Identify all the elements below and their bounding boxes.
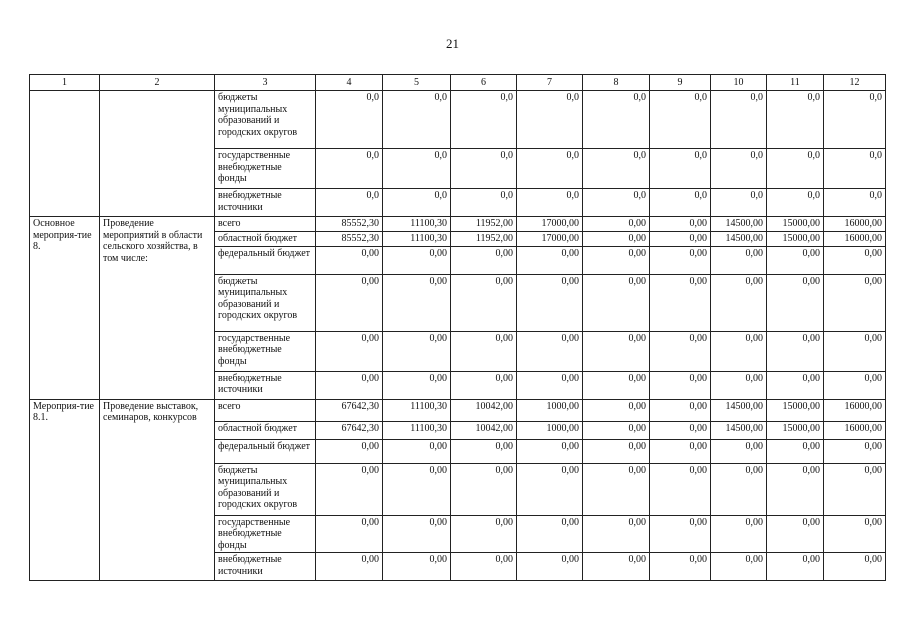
value-cell: 0,00 — [767, 274, 824, 331]
value-cell: 0,00 — [383, 553, 451, 581]
value-cell: 1000,00 — [517, 421, 583, 439]
value-cell: 0,0 — [583, 149, 650, 189]
value-cell: 0,00 — [451, 274, 517, 331]
value-cell: 17000,00 — [517, 217, 583, 232]
value-cell: 16000,00 — [824, 217, 886, 232]
value-cell: 0,0 — [650, 149, 711, 189]
value-cell: 0,00 — [824, 439, 886, 463]
value-cell: 0,0 — [316, 149, 383, 189]
value-cell: 0,00 — [767, 515, 824, 553]
value-cell: 17000,00 — [517, 232, 583, 247]
value-cell: 0,00 — [711, 515, 767, 553]
value-cell: 0,0 — [711, 189, 767, 217]
value-cell: 0,00 — [650, 246, 711, 274]
value-cell: 0,00 — [583, 274, 650, 331]
value-cell: 11100,30 — [383, 232, 451, 247]
value-cell: 0,0 — [824, 149, 886, 189]
value-cell: 15000,00 — [767, 399, 824, 421]
value-cell: 0,00 — [316, 274, 383, 331]
activity-code-cell: Основное мероприя-тие 8. — [30, 217, 100, 400]
value-cell: 0,00 — [383, 439, 451, 463]
funding-source-cell: бюджеты муниципальных образований и городских округов — [215, 274, 316, 331]
value-cell: 0,00 — [517, 553, 583, 581]
value-cell: 0,00 — [316, 553, 383, 581]
value-cell: 0,00 — [824, 274, 886, 331]
value-cell: 0,00 — [650, 371, 711, 399]
table-row — [30, 91, 886, 149]
value-cell: 0,00 — [824, 463, 886, 515]
value-cell: 0,00 — [316, 246, 383, 274]
column-header: 1 — [30, 75, 100, 91]
value-cell: 0,00 — [650, 439, 711, 463]
value-cell: 0,0 — [316, 189, 383, 217]
value-cell: 0,00 — [824, 515, 886, 553]
value-cell: 0,00 — [517, 371, 583, 399]
value-cell: 16000,00 — [824, 399, 886, 421]
value-cell: 0,00 — [517, 439, 583, 463]
funding-source-cell: всего — [215, 399, 316, 421]
value-cell: 0,0 — [451, 149, 517, 189]
value-cell: 0,0 — [451, 189, 517, 217]
value-cell: 0,00 — [650, 274, 711, 331]
value-cell: 0,0 — [767, 189, 824, 217]
value-cell: 0,00 — [451, 553, 517, 581]
value-cell: 0,00 — [767, 439, 824, 463]
value-cell: 0,00 — [711, 274, 767, 331]
value-cell: 16000,00 — [824, 232, 886, 247]
value-cell: 14500,00 — [711, 399, 767, 421]
value-cell: 0,00 — [824, 331, 886, 371]
value-cell: 0,00 — [583, 515, 650, 553]
funding-source-cell: бюджеты муниципальных образований и городских округов — [215, 91, 316, 149]
value-cell: 0,00 — [383, 371, 451, 399]
value-cell: 0,00 — [451, 515, 517, 553]
value-cell: 0,00 — [711, 246, 767, 274]
value-cell: 0,00 — [711, 331, 767, 371]
column-header: 8 — [583, 75, 650, 91]
column-header: 2 — [100, 75, 215, 91]
funding-source-cell: областной бюджет — [215, 421, 316, 439]
value-cell: 0,00 — [517, 515, 583, 553]
budget-table — [29, 74, 886, 581]
value-cell: 0,0 — [517, 189, 583, 217]
value-cell: 0,00 — [767, 331, 824, 371]
value-cell: 85552,30 — [316, 232, 383, 247]
value-cell: 14500,00 — [711, 421, 767, 439]
value-cell: 0,00 — [583, 246, 650, 274]
column-header: 9 — [650, 75, 711, 91]
value-cell: 0,0 — [517, 91, 583, 149]
value-cell: 0,0 — [767, 149, 824, 189]
value-cell: 0,0 — [316, 91, 383, 149]
column-header: 6 — [451, 75, 517, 91]
value-cell: 0,00 — [824, 553, 886, 581]
table-row — [30, 217, 886, 232]
value-cell: 0,00 — [451, 246, 517, 274]
value-cell: 16000,00 — [824, 421, 886, 439]
value-cell: 0,00 — [583, 399, 650, 421]
activity-name-cell: Проведение выставок, семинаров, конкурсов — [100, 399, 215, 581]
column-header: 3 — [215, 75, 316, 91]
value-cell: 0,00 — [711, 553, 767, 581]
value-cell: 0,0 — [383, 189, 451, 217]
value-cell: 15000,00 — [767, 421, 824, 439]
column-header: 7 — [517, 75, 583, 91]
column-header: 11 — [767, 75, 824, 91]
value-cell: 11100,30 — [383, 217, 451, 232]
value-cell: 0,00 — [451, 439, 517, 463]
value-cell: 0,0 — [583, 91, 650, 149]
value-cell: 11952,00 — [451, 217, 517, 232]
funding-source-cell: внебюджетные источники — [215, 189, 316, 217]
value-cell: 0,00 — [583, 553, 650, 581]
funding-source-cell: всего — [215, 217, 316, 232]
value-cell: 0,00 — [583, 463, 650, 515]
value-cell: 0,0 — [711, 149, 767, 189]
value-cell: 10042,00 — [451, 399, 517, 421]
value-cell: 11100,30 — [383, 421, 451, 439]
activity-name-cell — [100, 91, 215, 217]
value-cell: 0,00 — [383, 246, 451, 274]
page-number: 21 — [446, 36, 459, 51]
value-cell: 10042,00 — [451, 421, 517, 439]
activity-code-cell — [30, 91, 100, 217]
value-cell: 0,00 — [767, 463, 824, 515]
table-body — [30, 91, 886, 581]
activity-name-cell: Проведение мероприятий в области сельского хозяйства, в том числе: — [100, 217, 215, 400]
value-cell: 0,00 — [767, 371, 824, 399]
value-cell: 0,00 — [711, 371, 767, 399]
table-row — [30, 399, 886, 421]
value-cell: 0,00 — [650, 232, 711, 247]
value-cell: 11952,00 — [451, 232, 517, 247]
value-cell: 0,00 — [316, 515, 383, 553]
value-cell: 0,00 — [517, 246, 583, 274]
value-cell: 0,0 — [824, 189, 886, 217]
value-cell: 0,0 — [517, 149, 583, 189]
column-header: 10 — [711, 75, 767, 91]
funding-source-cell: федеральный бюджет — [215, 439, 316, 463]
value-cell: 0,00 — [650, 217, 711, 232]
value-cell: 0,00 — [517, 331, 583, 371]
value-cell: 0,00 — [517, 274, 583, 331]
value-cell: 0,00 — [383, 331, 451, 371]
column-header: 12 — [824, 75, 886, 91]
value-cell: 0,00 — [451, 463, 517, 515]
funding-source-cell: внебюджетные источники — [215, 371, 316, 399]
funding-source-cell: государственные внебюджетные фонды — [215, 515, 316, 553]
table-header-row — [30, 75, 886, 91]
value-cell: 0,00 — [583, 371, 650, 399]
value-cell: 0,00 — [383, 463, 451, 515]
value-cell: 0,00 — [650, 553, 711, 581]
value-cell: 0,00 — [383, 274, 451, 331]
activity-code-cell: Мероприя-тие 8.1. — [30, 399, 100, 581]
value-cell: 0,00 — [650, 399, 711, 421]
value-cell: 0,00 — [316, 371, 383, 399]
value-cell: 67642,30 — [316, 399, 383, 421]
value-cell: 0,00 — [650, 463, 711, 515]
value-cell: 1000,00 — [517, 399, 583, 421]
value-cell: 0,00 — [711, 463, 767, 515]
value-cell: 14500,00 — [711, 217, 767, 232]
value-cell: 0,00 — [767, 553, 824, 581]
value-cell: 0,0 — [383, 91, 451, 149]
column-header: 5 — [383, 75, 451, 91]
value-cell: 0,00 — [316, 439, 383, 463]
funding-source-cell: государственные внебюджетные фонды — [215, 149, 316, 189]
value-cell: 0,00 — [767, 246, 824, 274]
value-cell: 0,0 — [583, 189, 650, 217]
value-cell: 0,0 — [383, 149, 451, 189]
value-cell: 14500,00 — [711, 232, 767, 247]
value-cell: 0,00 — [650, 515, 711, 553]
value-cell: 0,0 — [451, 91, 517, 149]
funding-source-cell: областной бюджет — [215, 232, 316, 247]
value-cell: 0,00 — [711, 439, 767, 463]
value-cell: 85552,30 — [316, 217, 383, 232]
value-cell: 0,0 — [767, 91, 824, 149]
value-cell: 15000,00 — [767, 217, 824, 232]
value-cell: 0,00 — [383, 515, 451, 553]
value-cell: 0,0 — [824, 91, 886, 149]
funding-source-cell: внебюджетные источники — [215, 553, 316, 581]
funding-source-cell: государственные внебюджетные фонды — [215, 331, 316, 371]
value-cell: 0,00 — [517, 463, 583, 515]
value-cell: 0,00 — [824, 246, 886, 274]
value-cell: 0,00 — [824, 371, 886, 399]
value-cell: 0,0 — [711, 91, 767, 149]
value-cell: 0,00 — [583, 421, 650, 439]
funding-source-cell: бюджеты муниципальных образований и городских округов — [215, 463, 316, 515]
value-cell: 11100,30 — [383, 399, 451, 421]
funding-source-cell: федеральный бюджет — [215, 246, 316, 274]
value-cell: 15000,00 — [767, 232, 824, 247]
value-cell: 0,00 — [650, 421, 711, 439]
value-cell: 0,00 — [650, 331, 711, 371]
value-cell: 67642,30 — [316, 421, 383, 439]
value-cell: 0,00 — [583, 331, 650, 371]
value-cell: 0,0 — [650, 91, 711, 149]
value-cell: 0,00 — [316, 331, 383, 371]
value-cell: 0,0 — [650, 189, 711, 217]
value-cell: 0,00 — [583, 217, 650, 232]
value-cell: 0,00 — [583, 439, 650, 463]
value-cell: 0,00 — [451, 331, 517, 371]
value-cell: 0,00 — [583, 232, 650, 247]
column-header: 4 — [316, 75, 383, 91]
value-cell: 0,00 — [451, 371, 517, 399]
value-cell: 0,00 — [316, 463, 383, 515]
